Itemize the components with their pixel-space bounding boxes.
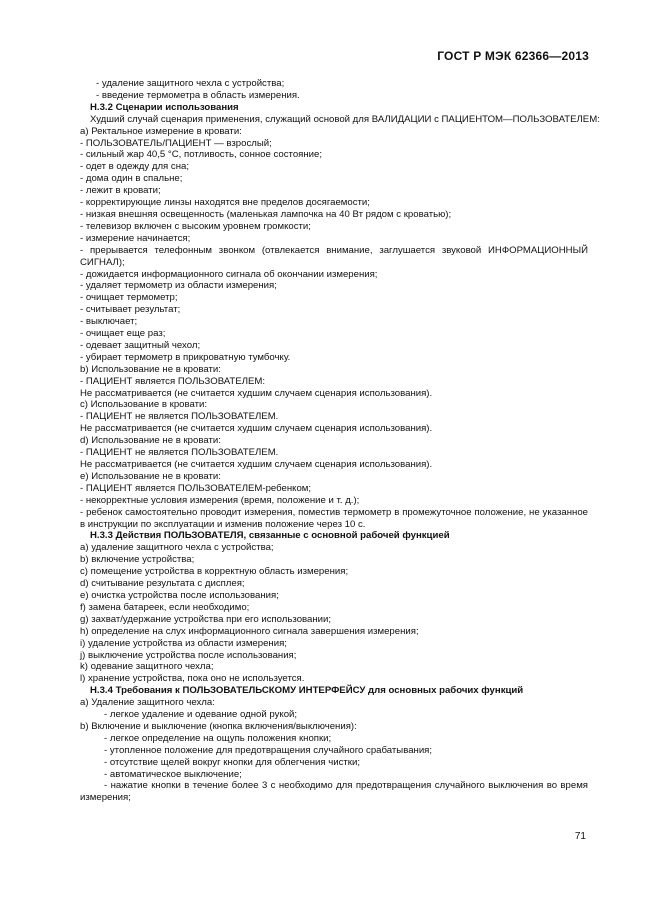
text-line: - удаление защитного чехла с устройства; xyxy=(96,78,285,89)
text-line: - дома один в спальне; xyxy=(80,173,183,185)
text-line: с) помещение устройства в корректную область измерения; xyxy=(80,566,349,578)
section-heading: Н.3.3 Действия ПОЛЬЗОВАТЕЛЯ, связанные с основной рабочей функцией xyxy=(90,530,450,542)
text-line: - выключает; xyxy=(80,316,138,328)
text-line: - измерение начинается; xyxy=(80,232,191,244)
text-line: - одевает защитный чехол; xyxy=(80,339,201,351)
text-line: - нажатие кнопки в течение более 3 с необходимо для предотвращения случайного выключения во время измерения; xyxy=(80,780,588,804)
text-line: е) Использование не в кровати: xyxy=(80,470,221,482)
text-line: - утопленное положение для предотвращения случайного срабатывания; xyxy=(104,744,433,756)
text-line: - легкое удаление и одевание одной рукой; xyxy=(104,709,298,721)
text-line: а) Удаление защитного чехла: xyxy=(80,697,215,709)
text-line: - очищает термометр; xyxy=(80,292,178,304)
text-line: - автоматическое выключение; xyxy=(104,768,242,780)
text-line: - одет в одежду для сна; xyxy=(80,161,190,173)
text-line: Худший случай сценария применения, служащий основой для ВАЛИДАЦИИ с ПАЦИЕНТОМ—ПОЛЬЗОВАТЕЛЕМ: xyxy=(90,113,600,125)
text-line: - лежит в кровати; xyxy=(80,185,161,197)
text-line: - ПОЛЬЗОВАТЕЛЬ/ПАЦИЕНТ — взрослый; xyxy=(80,137,272,149)
text-line: а) Ректальное измерение в кровати: xyxy=(80,125,242,137)
text-line: - дожидается информационного сигнала об окончании измерения; xyxy=(80,268,378,280)
text-line: - ПАЦИЕНТ является ПОЛЬЗОВАТЕЛЕМ: xyxy=(80,375,266,387)
document-body xyxy=(80,78,600,804)
text-line: - прерывается телефонным звонком (отвлекается внимание, заглушается звуковой ИНФОРМАЦИОННЫЙ СИГНАЛ); xyxy=(80,244,588,268)
text-line: - ребенок самостоятельно проводит измерения, поместив термометр в промежуточное положение, не указанное в инструкции по эксплуатации и изменив положение через 10 с. xyxy=(80,506,588,530)
section-heading: Н.3.4 Требования к ПОЛЬЗОВАТЕЛЬСКОМУ ИНТЕРФЕЙСУ для основных рабочих функций xyxy=(90,685,524,697)
text-line: - очищает еще раз; xyxy=(80,328,166,340)
text-line: b) Использование не в кровати: xyxy=(80,363,221,375)
text-line: Не рассматривается (не считается худшим случаем сценария использования). xyxy=(80,423,433,435)
text-line: - удаляет термометр из области измерения; xyxy=(80,280,277,292)
text-line: d) считывание результата с дисплея; xyxy=(80,578,245,590)
text-line: h) определение на слух информационного сигнала завершения измерения; xyxy=(80,625,419,637)
text-line: - сильный жар 40,5 °С, потливость, сонное состояние; xyxy=(80,149,323,161)
text-line: l) хранение устройства, пока оно не используется. xyxy=(80,673,305,685)
text-line: k) одевание защитного чехла; xyxy=(80,661,214,673)
text-line: - считывает результат; xyxy=(80,304,181,316)
standard-header: ГОСТ Р МЭК 62366—2013 xyxy=(437,49,589,63)
text-line: Не рассматривается (не считается худшим случаем сценария использования). xyxy=(80,459,433,470)
text-line: i) удаление устройства из области измерения; xyxy=(80,637,287,649)
text-line: Не рассматривается (не считается худшим случаем сценария использования). xyxy=(80,387,433,399)
text-line: b) включение устройства; xyxy=(80,554,195,566)
text-line: - отсутствие щелей вокруг кнопки для облегчения чистки; xyxy=(104,756,361,768)
text-line: а) удаление защитного чехла с устройства; xyxy=(80,542,274,554)
text-line: d) Использование не в кровати: xyxy=(80,435,221,447)
text-line: - убирает термометр в прикроватную тумбочку. xyxy=(80,351,291,363)
text-line: - введение термометра в область измерения. xyxy=(96,89,300,101)
text-line: j) выключение устройства после использования; xyxy=(80,649,297,661)
text-line: b) Включение и выключение (кнопка включения/выключения): xyxy=(80,720,357,732)
text-line: е) очистка устройства после использования; xyxy=(80,589,279,601)
text-line: g) захват/удержание устройства при его использовании; xyxy=(80,613,332,625)
text-line: - ПАЦИЕНТ не является ПОЛЬЗОВАТЕЛЕМ. xyxy=(80,411,279,423)
text-line: - некорректные условия измерения (время, положение и т. д.); xyxy=(80,494,360,506)
text-line: - ПАЦИЕНТ не является ПОЛЬЗОВАТЕЛЕМ. xyxy=(80,447,279,459)
text-line: - ПАЦИЕНТ является ПОЛЬЗОВАТЕЛЕМ-ребенком; xyxy=(80,482,312,494)
text-line: с) Использование в кровати: xyxy=(80,399,208,411)
text-line: - корректирующие линзы находятся вне пределов досягаемости; xyxy=(80,197,370,209)
page-number: 71 xyxy=(574,831,586,842)
text-line: - низкая внешняя освещенность (маленькая лампочка на 40 Вт рядом с кроватью); xyxy=(80,208,452,220)
text-line: - легкое определение на ощупь положения кнопки; xyxy=(104,732,332,744)
text-line: f) замена батареек, если необходимо; xyxy=(80,601,250,613)
section-heading: Н.3.2 Сценарии использования xyxy=(90,101,239,113)
text-line: - телевизор включен с высоким уровнем громкости; xyxy=(80,220,311,232)
